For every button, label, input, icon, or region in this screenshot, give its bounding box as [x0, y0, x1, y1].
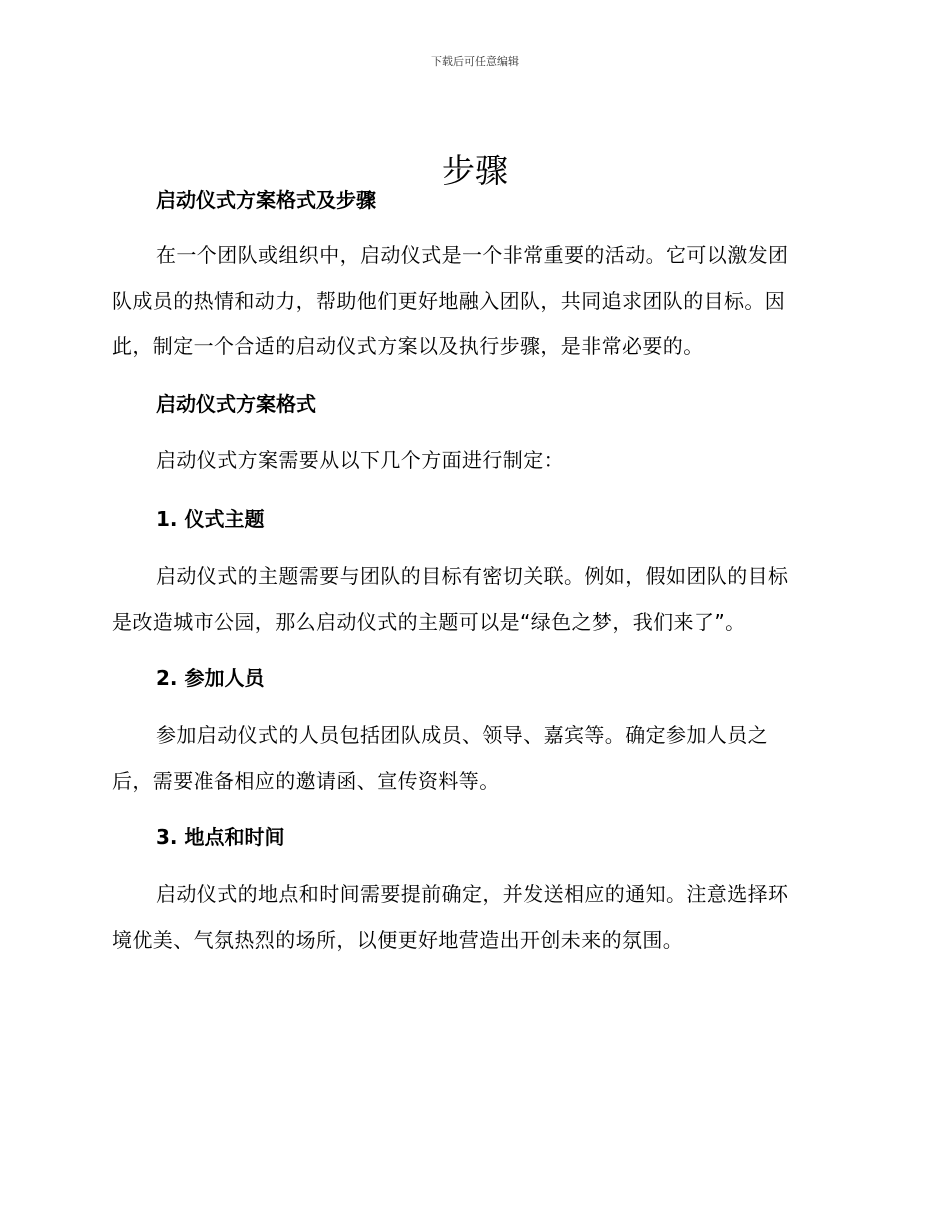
- section-heading-theme: 1. 仪式主题: [156, 507, 265, 531]
- intro-paragraph: [112, 233, 834, 370]
- section-heading-main: 启动仪式方案格式及步骤: [156, 188, 376, 212]
- paragraph-line: 后，需要准备相应的邀请函、宣传资料等。: [112, 768, 500, 793]
- page-title: 步骤: [442, 151, 508, 191]
- paragraph-line: 是改造城市公园，那么启动仪式的主题可以是“绿色之梦，我们来了”。: [112, 609, 746, 634]
- participants-paragraph: [112, 713, 834, 804]
- theme-paragraph: [112, 554, 834, 645]
- venue-time-paragraph: [112, 872, 834, 963]
- paragraph-line: 参加启动仪式的人员包括团队成员、领导、嘉宾等。确定参加人员之: [156, 723, 768, 747]
- paragraph-line: 在一个团队或组织中，启动仪式是一个非常重要的活动。它可以激发团: [156, 243, 789, 267]
- paragraph-line: 此，制定一个合适的启动仪式方案以及执行步骤，是非常必要的。: [112, 334, 704, 358]
- paragraph-line: 队成员的热情和动力，帮助他们更好地融入团队，共同追求团队的目标。因: [112, 288, 786, 313]
- format-paragraph: [112, 438, 834, 484]
- section-heading-venue-time: 3. 地点和时间: [156, 825, 285, 849]
- header-note: 下载后可任意编辑: [431, 55, 519, 68]
- paragraph-line: 启动仪式方案需要从以下几个方面进行制定：: [156, 448, 564, 472]
- paragraph-line: 境优美、气氛热烈的场所，以便更好地营造出开创未来的氛围。: [112, 927, 684, 952]
- paragraph-line: 启动仪式的主题需要与团队的目标有密切关联。例如，假如团队的目标: [156, 564, 789, 588]
- paragraph-line: 启动仪式的地点和时间需要提前确定，并发送相应的通知。注意选择环: [156, 882, 789, 906]
- section-heading-participants: 2. 参加人员: [156, 666, 265, 690]
- section-heading-format: 启动仪式方案格式: [156, 392, 316, 416]
